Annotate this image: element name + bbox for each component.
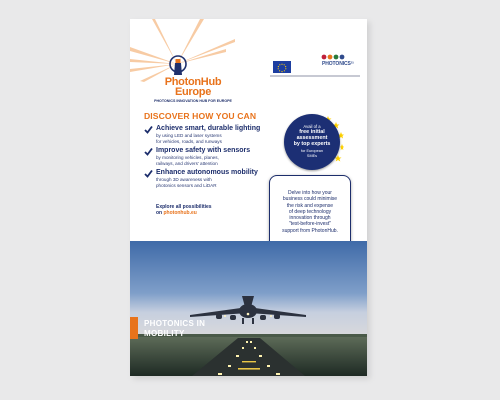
- explore-text: Explore all possibilities on photonhub.eu: [156, 204, 212, 217]
- list-item-desc: photonics sensors and LiDAR: [156, 182, 217, 188]
- check-icon: [144, 125, 153, 134]
- list-item-desc: railways, and drivers' attention: [156, 160, 218, 166]
- check-icon: [144, 169, 153, 178]
- list-item-title: Enhance autonomous mobility: [156, 169, 258, 177]
- headline: DISCOVER HOW YOU CAN: [144, 111, 257, 121]
- brand-name: PhotonHub Europe: [164, 76, 222, 98]
- check-icon: [144, 147, 153, 156]
- list-item-desc: for vehicles, roads, and runways: [156, 138, 222, 144]
- photo-caption: PHOTONICS IN MOBILITY: [144, 319, 206, 338]
- eu-funding-line: [270, 75, 360, 77]
- website-link[interactable]: photonhub.eu: [163, 210, 197, 217]
- list-item-desc: through 3D awareness with: [156, 177, 212, 183]
- list-item-title: Achieve smart, durable lighting: [156, 125, 261, 132]
- brand-tagline: PHOTONICS INNOVATION HUB FOR EUROPE: [154, 99, 232, 103]
- flyer: [130, 19, 367, 376]
- info-box-text: Delve into how your business could minimise the risk and expense of deep technology innovation through "test-before-invest" support from PhotonHub.: [282, 190, 338, 234]
- airplane-landing-photo: [130, 241, 367, 376]
- caption-accent-bar: [130, 317, 138, 339]
- list-item: [144, 147, 284, 166]
- eu-flag-icon: [273, 61, 291, 73]
- photonhub-logo-icon: [167, 55, 189, 77]
- benefit-list: [144, 125, 284, 192]
- photonics21-logo-icon: [321, 53, 351, 61]
- list-item: [144, 125, 284, 144]
- list-item-desc: by monitoring vehicles, planes,: [156, 155, 219, 161]
- list-item-title: Improve safety with sensors: [156, 147, 251, 155]
- list-item: [144, 169, 284, 188]
- list-item-desc: by using LED and laser systems: [156, 133, 222, 138]
- free-assessment-badge: Avail of a free initial assessment by top experts for European SMEs: [284, 114, 340, 170]
- photonics21-logo-text: PHOTONICS²¹: [322, 61, 354, 67]
